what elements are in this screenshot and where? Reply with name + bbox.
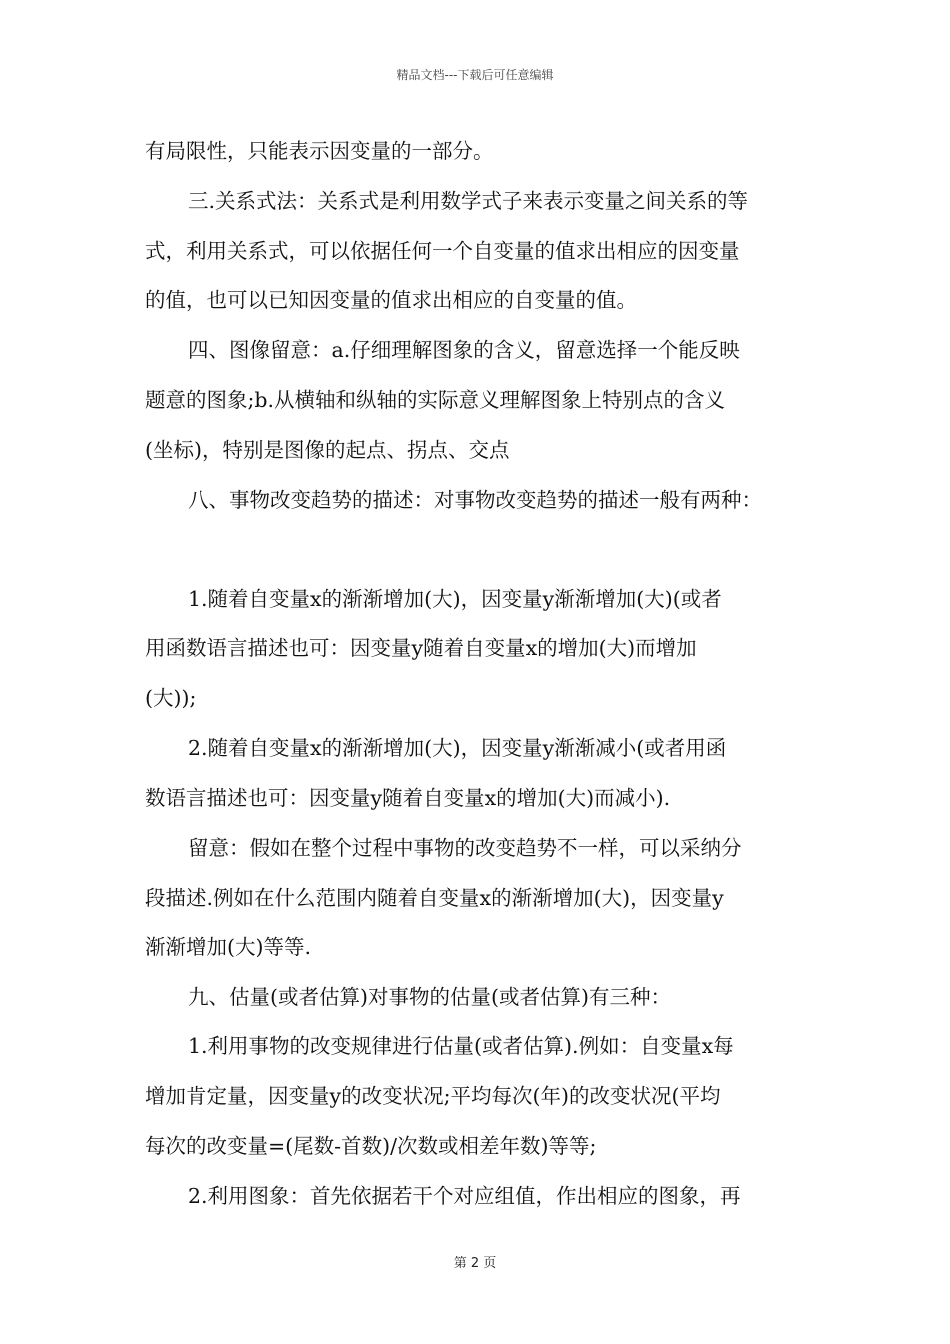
body-line: 增加肯定量，因变量y的改变状况;平均每次(年)的改变状况(平均 — [145, 1084, 721, 1108]
body-line-item-1: 1.利用事物的改变规律进行估量(或者估算).例如：自变量x每 — [188, 1034, 734, 1058]
body-line-section-9: 九、估量(或者估算)对事物的估量(或者估算)有三种： — [188, 985, 671, 1009]
body-line: 每次的改变量=(尾数-首数)/次数或相差年数)等等; — [145, 1134, 597, 1158]
body-line: 渐渐增加(大)等等. — [145, 935, 312, 959]
body-line: 数语言描述也可：因变量y随着自变量x的增加(大)而减小). — [145, 786, 671, 810]
body-line: 的值，也可以已知因变量的值求出相应的自变量的值。 — [145, 288, 637, 312]
body-line-item-1: 1.随着自变量x的渐渐增加(大)，因变量y渐渐增加(大)(或者 — [188, 587, 722, 611]
body-line: 用函数语言描述也可：因变量y随着自变量x的增加(大)而增加 — [145, 636, 697, 660]
body-line-item-2: 2.利用图象：首先依据若干个对应组值，作出相应的图象，再 — [188, 1184, 741, 1208]
body-line-item-2: 2.随着自变量x的渐渐增加(大)，因变量y渐渐减小(或者用函 — [188, 736, 727, 760]
body-line-note: 留意：假如在整个过程中事物的改变趋势不一样，可以采纳分 — [188, 836, 742, 860]
body-line-continuation: 有局限性，只能表示因变量的一部分。 — [145, 139, 494, 163]
body-line: (大)); — [145, 686, 197, 710]
body-line-section-8: 八、事物改变趋势的描述：对事物改变趋势的描述一般有两种： — [188, 488, 762, 512]
body-line: (坐标)，特别是图像的起点、拐点、交点 — [145, 438, 510, 462]
body-line: 式，利用关系式，可以依据任何一个自变量的值求出相应的因变量 — [145, 239, 740, 263]
body-line-section-4: 四、图像留意：a.仔细理解图象的含义，留意选择一个能反映 — [188, 338, 740, 362]
body-line: 题意的图象;b.从横轴和纵轴的实际意义理解图象上特别点的含义 — [145, 388, 726, 412]
body-line: 段描述.例如在什么范围内随着自变量x的渐渐增加(大)，因变量y — [145, 886, 724, 910]
body-line-section-3: 三.关系式法：关系式是利用数学式子来表示变量之间关系的等 — [188, 189, 749, 213]
page-header: 精品文档---下载后可任意编辑 — [396, 68, 554, 82]
page-number: 第 2 页 — [453, 1256, 497, 1271]
